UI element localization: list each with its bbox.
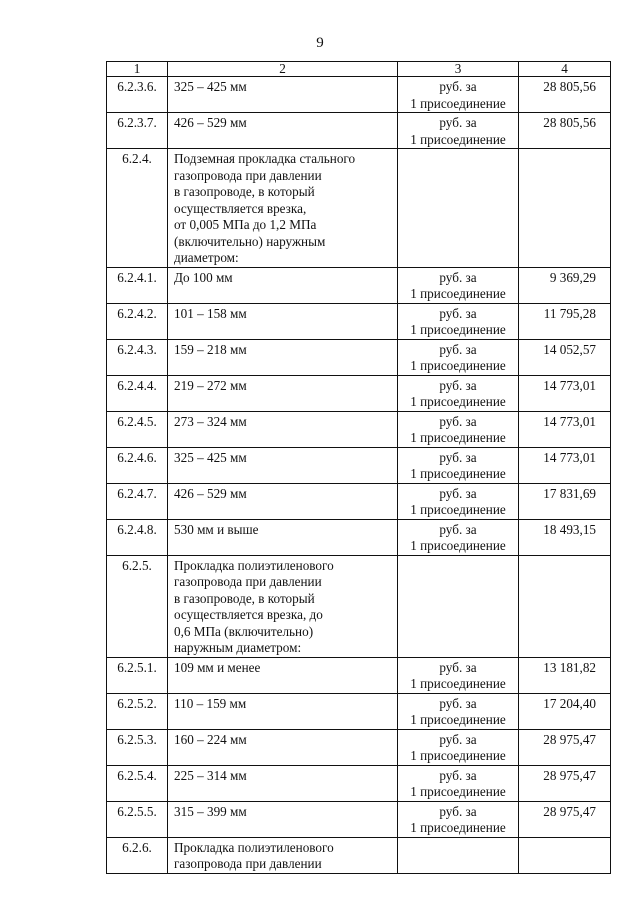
- unit-line: руб. за: [439, 341, 477, 357]
- item-code: 6.2.4.3.: [107, 339, 168, 375]
- item-code: 6.2.5.2.: [107, 693, 168, 729]
- table-row: [107, 483, 611, 519]
- item-name: 426 – 529 мм: [168, 113, 398, 149]
- item-unit: [398, 657, 519, 693]
- column-header: 2: [168, 62, 398, 77]
- item-unit: [398, 303, 519, 339]
- item-unit: [398, 267, 519, 303]
- unit-line: 1 присоединение: [410, 394, 506, 409]
- table-row: [107, 339, 611, 375]
- item-name: 159 – 218 мм: [168, 339, 398, 375]
- table-row: [107, 113, 611, 149]
- item-name: [168, 837, 398, 873]
- unit-line: руб. за: [439, 803, 477, 819]
- item-name: 160 – 224 мм: [168, 729, 398, 765]
- unit-line: руб. за: [439, 731, 477, 747]
- table-row: [107, 447, 611, 483]
- item-code: 6.2.5.5.: [107, 801, 168, 837]
- item-unit: [398, 483, 519, 519]
- item-price: [519, 837, 611, 873]
- item-unit: [398, 411, 519, 447]
- item-code: 6.2.5.: [107, 555, 168, 657]
- unit-line: руб. за: [439, 79, 477, 94]
- unit-line: руб. за: [439, 269, 477, 285]
- item-name: 426 – 529 мм: [168, 483, 398, 519]
- unit-line: 1 присоединение: [410, 286, 506, 301]
- item-name: [168, 555, 398, 657]
- unit-line: руб. за: [439, 521, 477, 537]
- table-row: [107, 837, 611, 873]
- unit-line: 1 присоединение: [410, 502, 506, 517]
- table-row: [107, 303, 611, 339]
- table-row: [107, 801, 611, 837]
- item-code: 6.2.3.6.: [107, 77, 168, 113]
- item-code: 6.2.4.1.: [107, 267, 168, 303]
- table-row: [107, 77, 611, 113]
- table-row: [107, 375, 611, 411]
- item-name-line: Прокладка полиэтиленового: [174, 839, 334, 855]
- item-unit: [398, 765, 519, 801]
- item-price: [519, 555, 611, 657]
- unit-line: 1 присоединение: [410, 538, 506, 553]
- item-name: 109 мм и менее: [168, 657, 398, 693]
- item-name: 273 – 324 мм: [168, 411, 398, 447]
- item-price: 11 795,28: [519, 303, 611, 339]
- item-name-line: в газопроводе, в который: [174, 590, 315, 606]
- unit-line: 1 присоединение: [410, 466, 506, 481]
- item-name-line: газопровода при давлении: [174, 856, 322, 871]
- item-code: 6.2.3.7.: [107, 113, 168, 149]
- item-name-line: Прокладка полиэтиленового: [174, 557, 334, 573]
- unit-line: руб. за: [439, 413, 477, 429]
- unit-line: руб. за: [439, 767, 477, 783]
- item-unit: [398, 447, 519, 483]
- table-row: [107, 693, 611, 729]
- unit-line: руб. за: [439, 485, 477, 501]
- column-header: 3: [398, 62, 519, 77]
- item-name: 101 – 158 мм: [168, 303, 398, 339]
- item-price: 14 773,01: [519, 375, 611, 411]
- item-code: 6.2.4.6.: [107, 447, 168, 483]
- item-name: 325 – 425 мм: [168, 447, 398, 483]
- unit-line: руб. за: [439, 377, 477, 393]
- item-unit: [398, 729, 519, 765]
- item-price: 13 181,82: [519, 657, 611, 693]
- item-price: 28 805,56: [519, 113, 611, 149]
- table-row: [107, 519, 611, 555]
- item-unit: [398, 693, 519, 729]
- item-code: 6.2.4.2.: [107, 303, 168, 339]
- item-name-line: Подземная прокладка стального: [174, 151, 356, 166]
- item-unit: [398, 113, 519, 149]
- unit-line: 1 присоединение: [410, 430, 506, 445]
- item-price: 14 773,01: [519, 411, 611, 447]
- unit-line: руб. за: [439, 305, 477, 321]
- item-price: 17 831,69: [519, 483, 611, 519]
- item-name: 325 – 425 мм: [168, 77, 398, 113]
- item-price: 14 773,01: [519, 447, 611, 483]
- item-code: 6.2.4.: [107, 149, 168, 268]
- item-code: 6.2.5.4.: [107, 765, 168, 801]
- item-unit: [398, 149, 519, 268]
- item-code: 6.2.4.4.: [107, 375, 168, 411]
- table-row: [107, 729, 611, 765]
- item-price: 28 975,47: [519, 765, 611, 801]
- item-unit: [398, 77, 519, 113]
- item-name-line: диаметром:: [174, 250, 239, 265]
- item-name-line: газопровода при давлении: [174, 574, 322, 589]
- item-name-line: осуществляется врезка, до: [174, 607, 323, 622]
- item-name-line: наружным диаметром:: [174, 640, 302, 655]
- item-name-line: от 0,005 МПа до 1,2 МПа: [174, 217, 317, 232]
- unit-line: 1 присоединение: [410, 784, 506, 799]
- item-price: 9 369,29: [519, 267, 611, 303]
- item-code: 6.2.6.: [107, 837, 168, 873]
- table-row: [107, 555, 611, 657]
- table-header-row: [107, 62, 611, 77]
- tariff-table: [106, 61, 611, 874]
- item-name: 219 – 272 мм: [168, 375, 398, 411]
- table-row: [107, 765, 611, 801]
- unit-line: 1 присоединение: [410, 748, 506, 763]
- unit-line: руб. за: [439, 115, 477, 130]
- item-price: 14 052,57: [519, 339, 611, 375]
- item-code: 6.2.4.8.: [107, 519, 168, 555]
- item-name: До 100 мм: [168, 267, 398, 303]
- item-name-line: 0,6 МПа (включительно): [174, 623, 314, 639]
- column-header: 1: [107, 62, 168, 77]
- item-unit: [398, 837, 519, 873]
- unit-line: 1 присоединение: [410, 131, 506, 147]
- unit-line: руб. за: [439, 695, 477, 711]
- item-unit: [398, 375, 519, 411]
- unit-line: 1 присоединение: [410, 358, 506, 373]
- item-code: 6.2.5.1.: [107, 657, 168, 693]
- unit-line: 1 присоединение: [410, 322, 506, 337]
- item-code: 6.2.4.5.: [107, 411, 168, 447]
- item-name: [168, 149, 398, 268]
- table-row: [107, 411, 611, 447]
- unit-line: 1 присоединение: [410, 95, 506, 111]
- item-price: 28 805,56: [519, 77, 611, 113]
- item-code: 6.2.4.7.: [107, 483, 168, 519]
- unit-line: руб. за: [439, 449, 477, 465]
- item-name-line: (включительно) наружным: [174, 233, 326, 249]
- unit-line: руб. за: [439, 659, 477, 675]
- column-header: 4: [519, 62, 611, 77]
- item-name-line: газопровода при давлении: [174, 167, 322, 183]
- page-number: 9: [316, 35, 324, 51]
- unit-line: 1 присоединение: [410, 676, 506, 691]
- item-price: [519, 149, 611, 268]
- item-name: 110 – 159 мм: [168, 693, 398, 729]
- unit-line: 1 присоединение: [410, 712, 506, 727]
- item-price: 28 975,47: [519, 801, 611, 837]
- item-name-line: в газопроводе, в который: [174, 184, 315, 199]
- item-unit: [398, 555, 519, 657]
- item-price: 28 975,47: [519, 729, 611, 765]
- item-name: 530 мм и выше: [168, 519, 398, 555]
- item-unit: [398, 801, 519, 837]
- item-name: 225 – 314 мм: [168, 765, 398, 801]
- unit-line: 1 присоединение: [410, 820, 506, 835]
- item-unit: [398, 519, 519, 555]
- item-code: 6.2.5.3.: [107, 729, 168, 765]
- table-row: [107, 657, 611, 693]
- item-name-line: осуществляется врезка,: [174, 200, 307, 216]
- item-name: 315 – 399 мм: [168, 801, 398, 837]
- item-price: 18 493,15: [519, 519, 611, 555]
- table-row: [107, 149, 611, 268]
- table-row: [107, 267, 611, 303]
- item-unit: [398, 339, 519, 375]
- item-price: 17 204,40: [519, 693, 611, 729]
